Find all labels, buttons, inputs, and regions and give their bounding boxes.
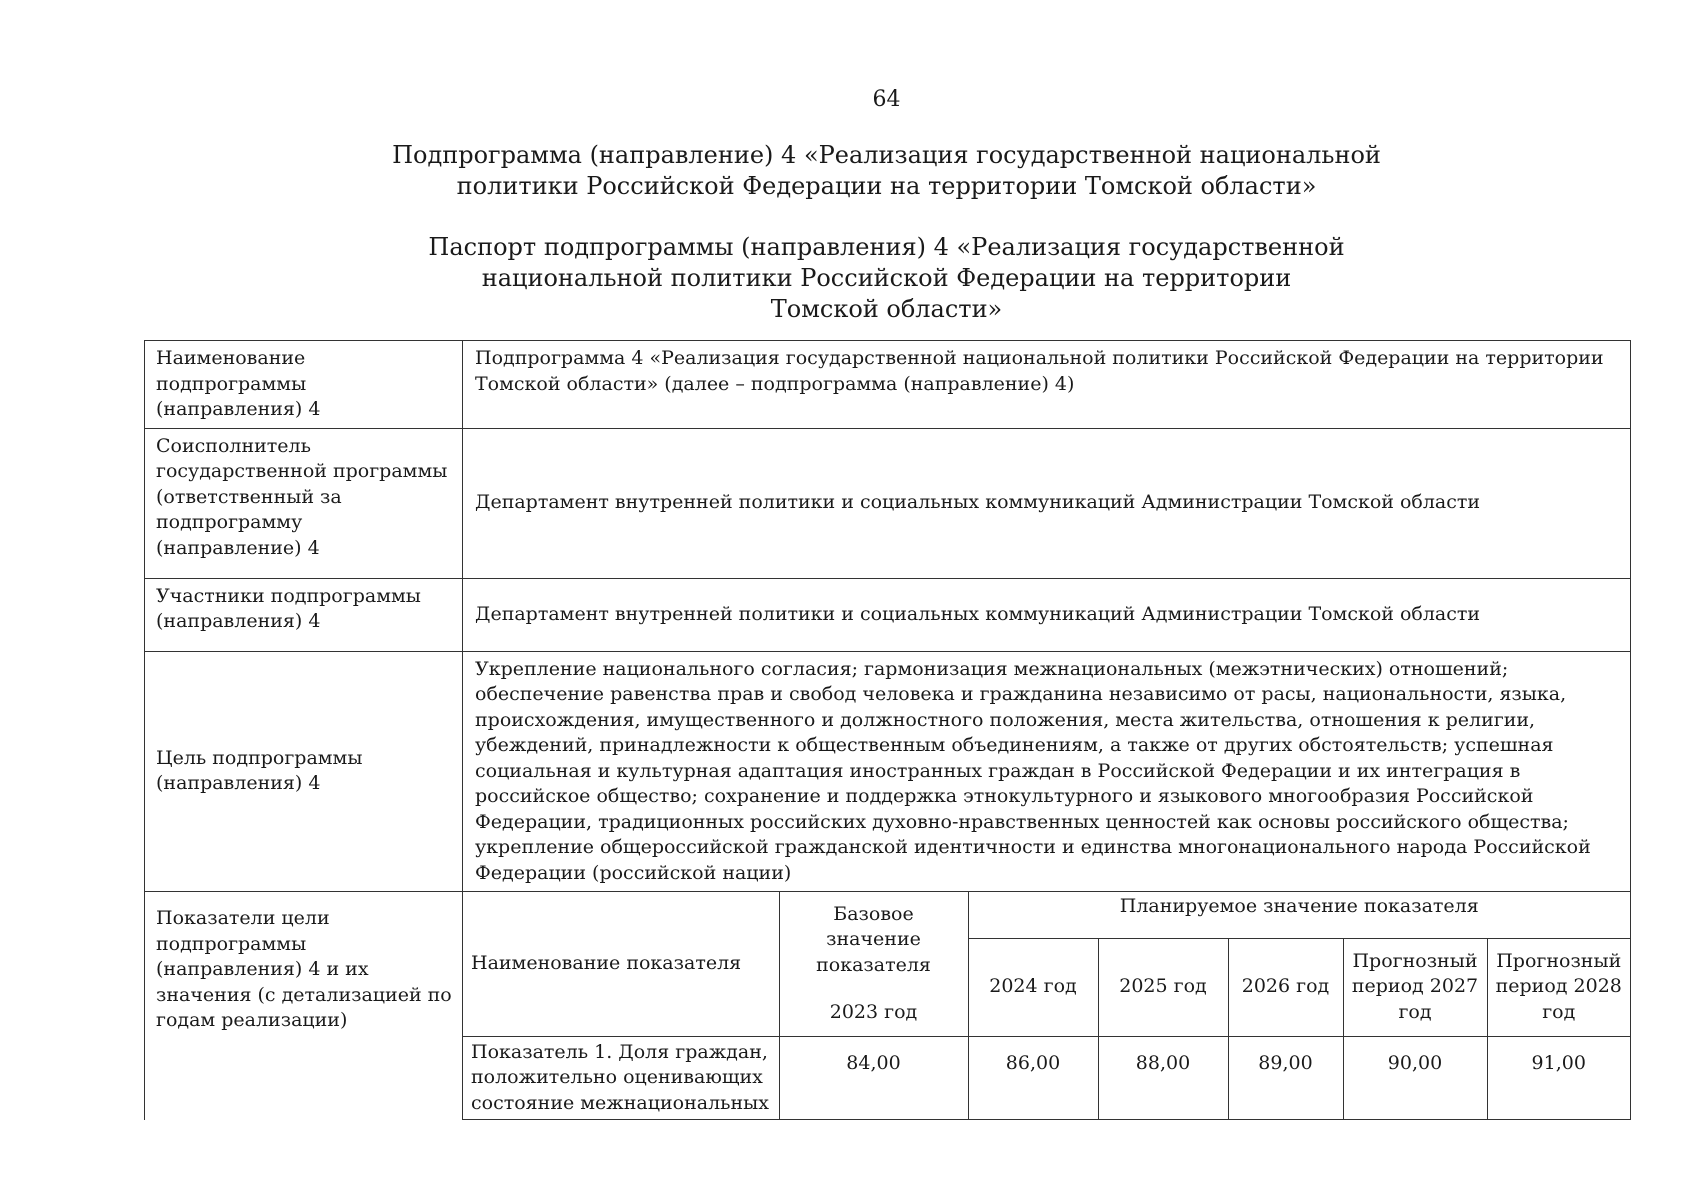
table-row xyxy=(145,428,1631,578)
passport-table xyxy=(144,340,1631,1120)
header-year-2026: 2026 год xyxy=(1228,938,1343,1036)
header-base-year: 2023 год xyxy=(829,1001,918,1024)
indicator-name: Показатель 1. Доля граждан, положительно оценивающих состояние межнациональных xyxy=(463,1036,779,1119)
header-planned-value: Планируемое значение показателя xyxy=(968,892,1630,938)
table-row xyxy=(463,892,1630,938)
header-year-2024: 2024 год xyxy=(968,938,1098,1036)
subprogram-title xyxy=(0,140,1698,202)
subprogram-title-line: Подпрограмма (направление) 4 «Реализация государственной национальной xyxy=(392,141,1381,169)
header-indicator-name: Наименование показателя xyxy=(463,892,779,1036)
row-value: Департамент внутренней политики и социальных коммуникаций Администрации Томской области xyxy=(463,428,1631,578)
subprogram-title-line: политики Российской Федерации на территории Томской области» xyxy=(456,172,1317,200)
passport-title-line: Паспорт подпрограммы (направления) 4 «Реализация государственной xyxy=(428,233,1345,261)
indicator-base: 84,00 xyxy=(779,1036,968,1119)
row-value: Департамент внутренней политики и социальных коммуникаций Администрации Томской области xyxy=(463,578,1631,651)
header-year-2027: Прогнозный период 2027 год xyxy=(1343,938,1487,1036)
indicator-2026: 89,00 xyxy=(1228,1036,1343,1119)
indicator-2024: 86,00 xyxy=(968,1036,1098,1119)
passport-title-line: национальной политики Российской Федерации на территории xyxy=(481,264,1292,292)
row-value: Укрепление национального согласия; гармонизация межнациональных (межэтнических) отношений; обеспечение равенства прав и свобод человека и гражданина независимо от расы, национальности, языка, происхождения, имущественного и должностного положения, места жительства, отношения к религии, убеждений, принадлежности к общественным объединениям, а также от других обстоятельств; успешная социальная и культурная адаптация иностранных граждан в Российской Федерации и их интеграция в российское общество; сохранение и поддержка этнокультурного и языкового многообразия Российской Федерации, традиционных российских духовно-нравственных ценностей как основы российского общества; укрепление общероссийской гражданской идентичности и единства многонационального народа Российской Федерации (российской нации) xyxy=(463,651,1631,892)
header-year-2028: Прогнозный период 2028 год xyxy=(1487,938,1630,1036)
row-value: Подпрограмма 4 «Реализация государственной национальной политики Российской Федерации на территории Томской области» (далее – подпрограмма (направление) 4) xyxy=(463,341,1631,429)
header-base-label: Базовое значение показателя xyxy=(816,902,931,976)
passport-title-line: Томской области» xyxy=(770,295,1003,323)
passport-title xyxy=(0,232,1698,325)
row-label: Участники подпрограммы (направления) 4 xyxy=(145,578,463,651)
table-row xyxy=(145,578,1631,651)
row-label: Соисполнитель государственной программы (ответственный за подпрограмму (направление) 4 xyxy=(145,428,463,578)
row-label: Цель подпрограммы (направления) 4 xyxy=(145,651,463,892)
indicators-cell xyxy=(463,892,1631,1120)
indicators-table xyxy=(463,892,1630,1119)
header-base-value xyxy=(779,892,968,1036)
indicator-2025: 88,00 xyxy=(1098,1036,1228,1119)
table-row xyxy=(145,892,1631,1120)
indicator-2028: 91,00 xyxy=(1487,1036,1630,1119)
table-row xyxy=(463,1036,1630,1119)
page-number: 64 xyxy=(872,87,901,112)
indicator-2027: 90,00 xyxy=(1343,1036,1487,1119)
header-year-2025: 2025 год xyxy=(1098,938,1228,1036)
row-label: Наименование подпрограммы (направления) 4 xyxy=(145,341,463,429)
row-label: Показатели цели подпрограммы (направления) 4 и их значения (с детализацией по годам реализации) xyxy=(145,892,463,1120)
table-row xyxy=(145,341,1631,429)
table-row xyxy=(145,651,1631,892)
